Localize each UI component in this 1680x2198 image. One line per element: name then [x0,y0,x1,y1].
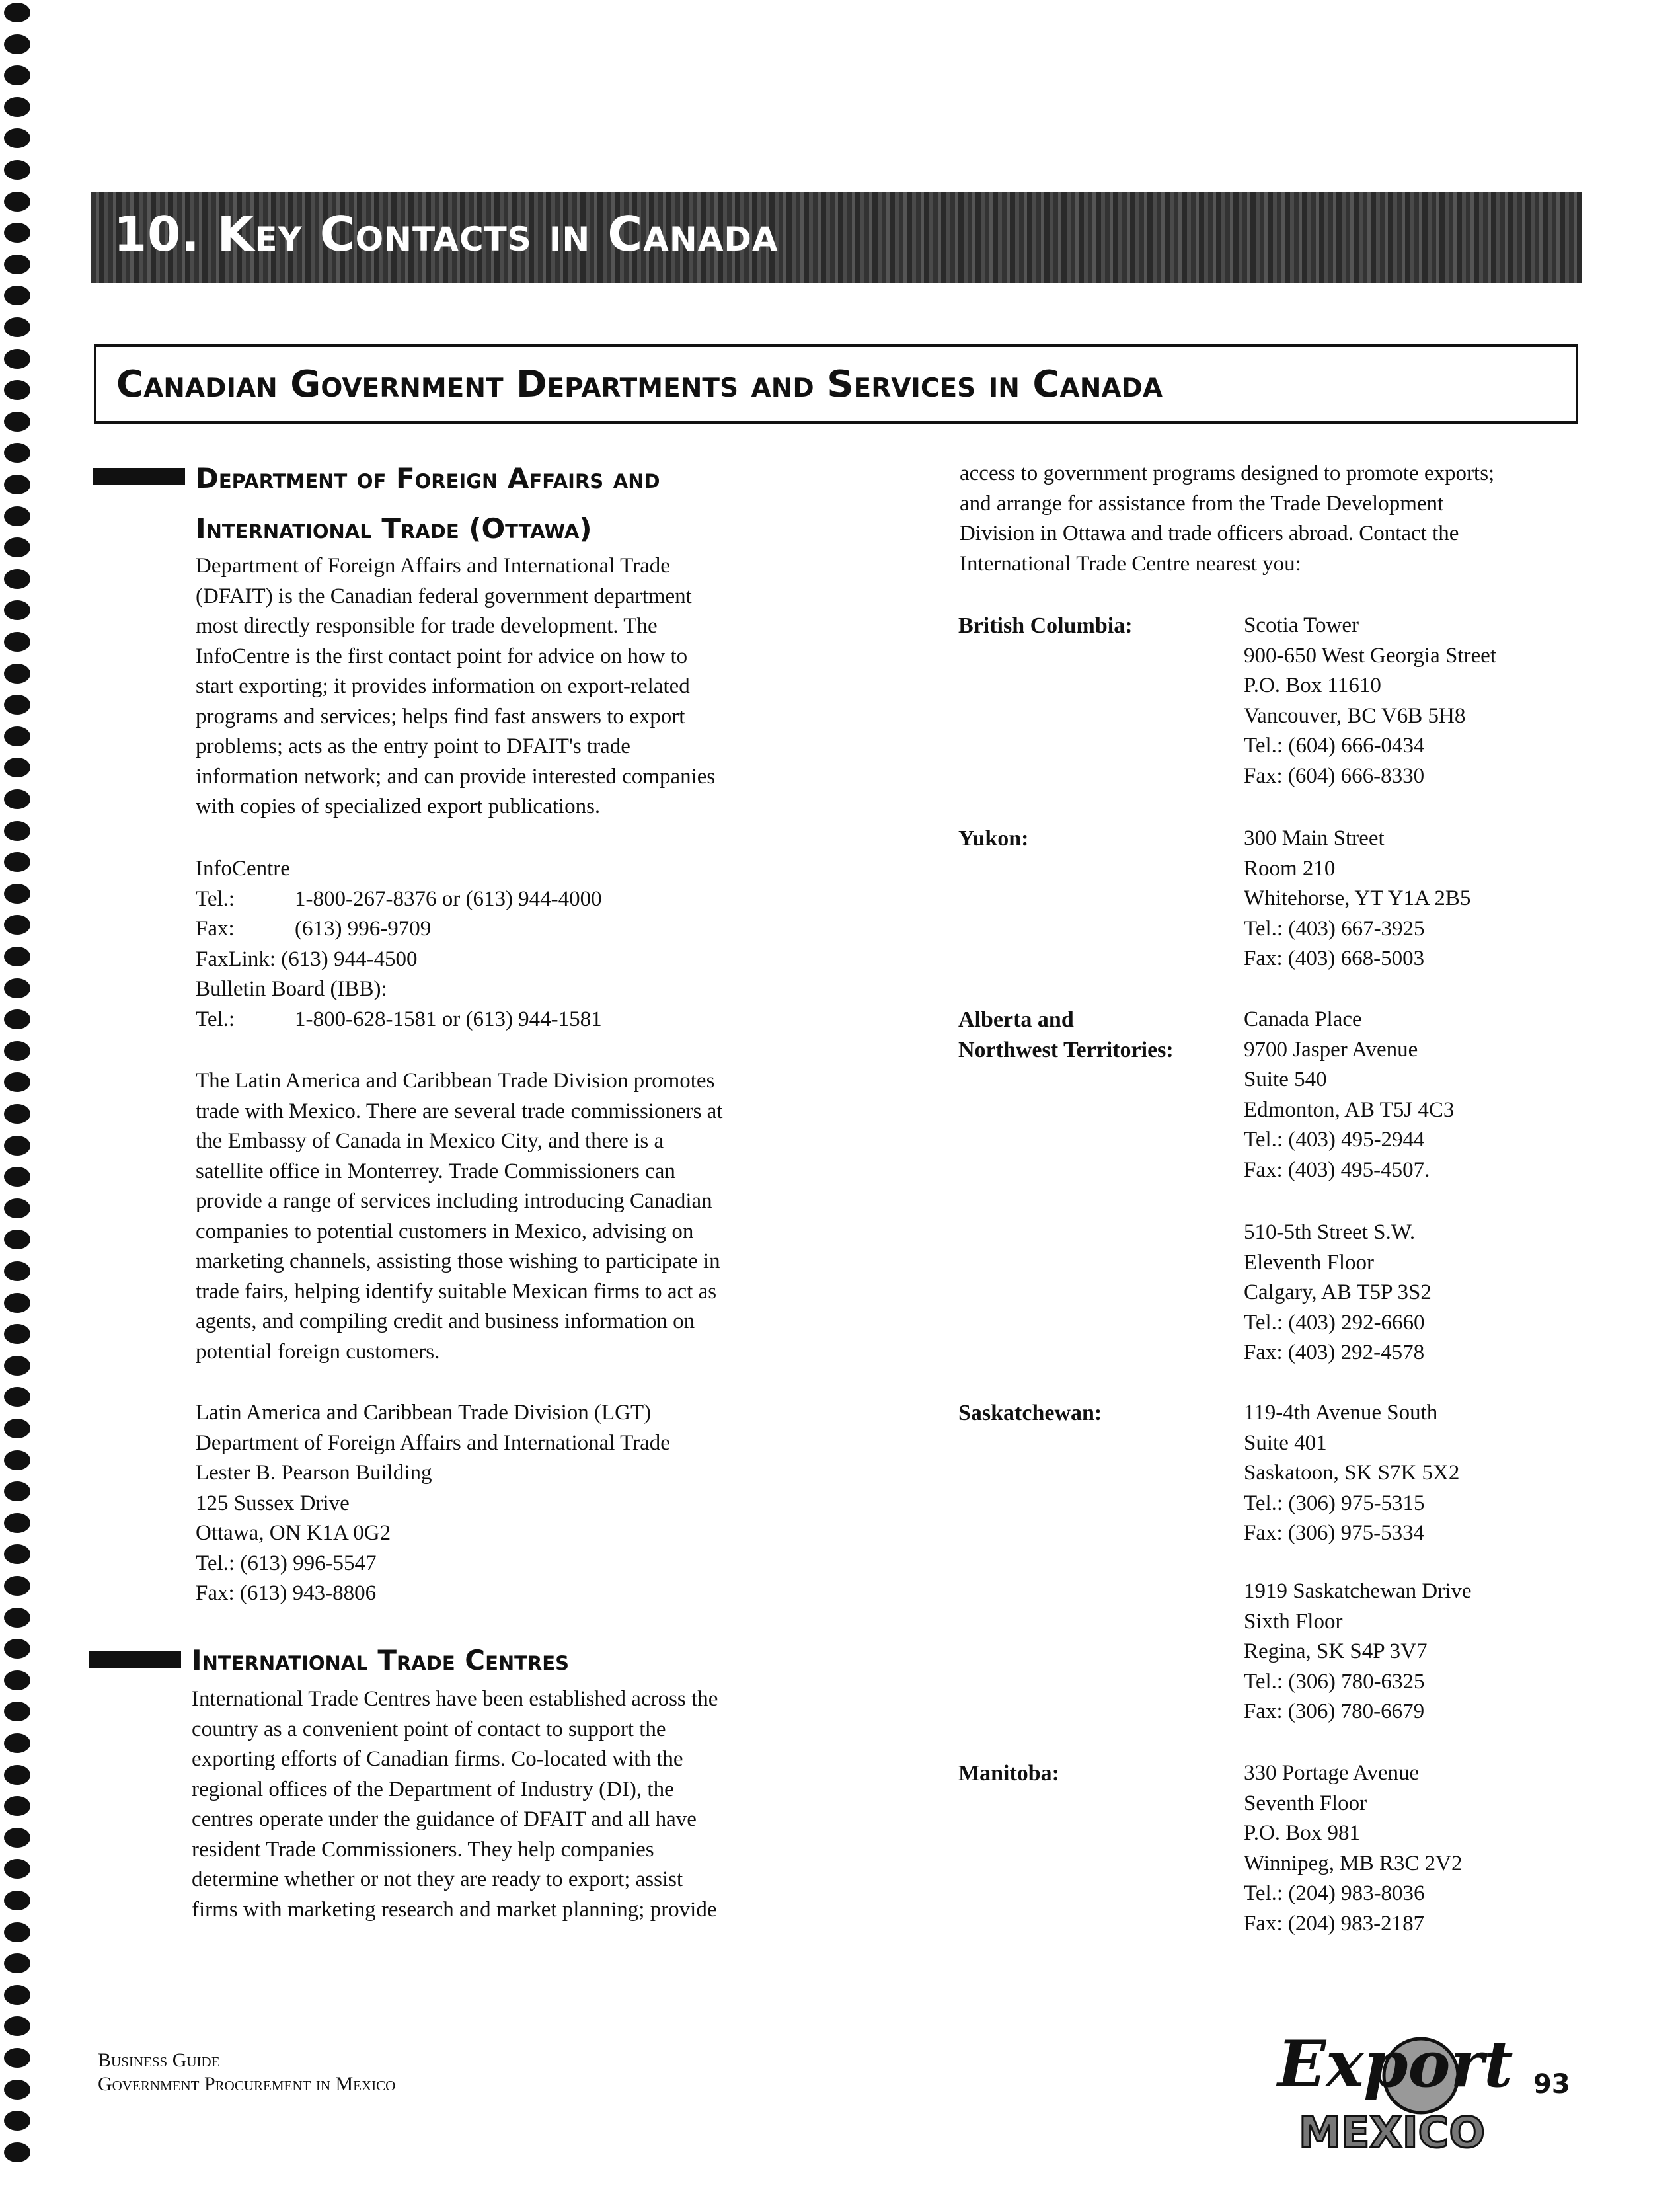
text-line: International Trade Centres have been established across the [192,1687,718,1711]
address-line: 1919 Saskatchewan Drive [1244,1579,1472,1603]
text-line: exporting efforts of Canadian firms. Co-located with the [192,1747,683,1771]
binding-hole [4,1230,30,1249]
text-line: agents, and compiling credit and business information on [196,1310,695,1333]
binding-hole [4,65,30,85]
binding-hole [4,537,30,557]
binding-hole [4,1293,30,1313]
binding-hole [4,632,30,652]
binding-hole [4,1796,30,1816]
text-line: firms with marketing research and market planning; provide [192,1897,717,1922]
binding-holes [0,0,40,2198]
text-line: trade fairs, helping identify suitable Mexican firms to act as [196,1279,717,1304]
section-title: Canadian Government Departments and Services in Canada [116,363,1163,406]
binding-hole [4,3,30,22]
infocentre-faxlink: FaxLink: (613) 944-4500 [196,947,418,971]
text-line: with copies of specialized export publications. [196,795,601,818]
text-line: centres operate under the guidance of DFAIT and all have [192,1807,697,1831]
text-line: The Latin America and Caribbean Trade Division promotes [196,1069,715,1093]
tel-value: 1-800-628-1581 or (613) 944-1581 [295,1007,602,1031]
binding-hole [4,947,30,966]
binding-hole [4,1009,30,1029]
heading-bar [93,468,185,485]
text-line: access to government programs designed to promote exports; [960,461,1495,485]
binding-hole [4,34,30,54]
address-line: P.O. Box 981 [1244,1821,1361,1845]
binding-hole [4,884,30,904]
address-line: Tel.: (613) 996-5547 [196,1551,377,1575]
binding-hole [4,2142,30,2162]
binding-hole [4,380,30,400]
binding-hole [4,1356,30,1376]
binding-hole [4,726,30,746]
tel-value: 1-800-267-8376 or (613) 944-4000 [295,886,602,911]
text-line: determine whether or not they are ready to export; assist [192,1867,683,1891]
binding-hole [4,1513,30,1533]
binding-hole [4,852,30,872]
binding-hole [4,192,30,212]
binding-hole [4,1136,30,1156]
infocentre-fax [196,914,817,945]
address-line: Scotia Tower [1244,613,1359,637]
binding-hole [4,664,30,684]
footer-guide-subtitle: Government Procurement in Mexico [98,2073,396,2095]
address-line: 330 Portage Avenue [1244,1761,1420,1785]
address-line: Suite 540 [1244,1068,1327,1091]
address-saskatoon [1244,1398,1459,1549]
lgt-paragraph [196,1066,817,1367]
binding-hole [4,1072,30,1092]
text-line: marketing channels, assisting those wishing to participate in [196,1249,720,1273]
binding-hole [4,569,30,589]
address-line: Eleventh Floor [1244,1250,1375,1275]
address-british-columbia [1244,611,1496,791]
binding-hole [4,412,30,432]
fax-value: (613) 996-9709 [295,917,432,941]
address-line: Winnipeg, MB R3C 2V2 [1244,1851,1463,1875]
address-calgary [1244,1218,1432,1368]
address-line: Lester B. Pearson Building [196,1461,432,1485]
binding-hole [4,1167,30,1187]
region-saskatchewan [958,1398,1102,1429]
address-line: 9700 Jasper Avenue [1244,1037,1418,1062]
binding-hole [4,1859,30,1879]
address-edmonton [1244,1005,1454,1185]
address-line: 119-4th Avenue South [1244,1401,1438,1425]
address-line: Tel.: (604) 666-0434 [1244,734,1425,758]
address-line: Edmonton, AB T5J 4C3 [1244,1097,1455,1122]
binding-hole [4,821,30,841]
binding-hole [4,1953,30,1973]
address-line: Ottawa, ON K1A 0G2 [196,1521,391,1545]
address-line: Fax: (604) 666-8330 [1244,764,1425,788]
region-label: Manitoba: [958,1761,1059,1786]
binding-hole [4,443,30,463]
binding-hole [4,475,30,494]
address-line: Fax: (403) 495-4507. [1244,1158,1430,1182]
binding-hole [4,789,30,809]
address-line: Canada Place [1244,1007,1362,1031]
binding-hole [4,600,30,620]
binding-hole [4,317,30,337]
region-british-columbia [958,611,1133,641]
text-line: satellite office in Monterrey. Trade Commissioners can [196,1159,675,1183]
dfait-heading-line2: International Trade (Ottawa) [196,512,592,545]
binding-hole [4,128,30,148]
binding-hole [4,97,30,117]
address-line: Sixth Floor [1244,1609,1343,1633]
region-label: British Columbia: [958,613,1133,638]
address-line: Saskatoon, SK S7K 5X2 [1244,1461,1460,1485]
binding-hole [4,1198,30,1218]
address-line: Fax: (306) 780-6679 [1244,1700,1425,1723]
text-line: potential foreign customers. [196,1339,440,1364]
address-line: Fax: (403) 292-4578 [1244,1341,1425,1364]
binding-hole [4,286,30,305]
binding-hole [4,1639,30,1659]
address-line: Tel.: (403) 292-6660 [1244,1310,1425,1335]
heading-bar [89,1651,181,1668]
fax-label: Fax: [196,917,235,941]
address-line: Vancouver, BC V6B 5H8 [1244,703,1466,728]
region-label: Northwest Territories: [958,1037,1174,1062]
section-title-box [94,344,1578,424]
tel-label: Tel.: [196,886,235,911]
binding-hole [4,978,30,998]
binding-hole [4,695,30,715]
binding-hole [4,1324,30,1344]
region-label: Saskatchewan: [958,1401,1102,1425]
text-line: information network; and can provide interested companies [196,764,716,789]
binding-hole [4,506,30,526]
address-line: 300 Main Street [1244,826,1385,850]
region-label: Yukon: [958,826,1029,851]
address-line: Fax: (613) 943-8806 [196,1581,377,1605]
binding-hole [4,2080,30,2100]
text-line: resident Trade Commissioners. They help companies [192,1837,654,1862]
address-yukon [1244,824,1470,974]
infocentre-name: InfoCentre [196,857,290,881]
text-line: International Trade Centre nearest you: [960,551,1301,576]
text-line: regional offices of the Department of Industry (DI), the [192,1777,674,1801]
address-line: P.O. Box 11610 [1244,674,1381,697]
export-mexico-logo [1272,2015,1513,2174]
binding-hole [4,1481,30,1501]
address-line: Latin America and Caribbean Trade Division (LGT) [196,1401,652,1425]
address-line: Fax: (204) 983-2187 [1244,1911,1425,1936]
address-winnipeg [1244,1758,1463,1939]
binding-hole [4,1891,30,1910]
text-line: companies to potential customers in Mexico, advising on [196,1219,694,1243]
footer-guide-title: Business Guide [98,2049,220,2071]
binding-hole [4,1041,30,1061]
itc-heading: International Trade Centres [192,1644,569,1676]
binding-hole [4,1608,30,1628]
binding-hole [4,1450,30,1470]
address-line: 900-650 West Georgia Street [1244,643,1496,668]
text-line: the Embassy of Canada in Mexico City, and there is a [196,1129,664,1153]
address-line: Suite 401 [1244,1431,1327,1455]
address-line: Tel.: (403) 667-3925 [1244,916,1425,941]
region-label: Alberta and [958,1007,1074,1032]
address-line: Whitehorse, YT Y1A 2B5 [1244,886,1471,910]
infocentre-contacts [196,854,817,1035]
text-line: (DFAIT) is the Canadian federal government department [196,584,692,608]
address-line: Tel.: (204) 983-8036 [1244,1881,1425,1905]
binding-hole [4,1828,30,1848]
address-line: 125 Sussex Drive [196,1491,350,1515]
text-line: start exporting; it provides information on export-related [196,674,690,698]
address-line: Fax: (306) 975-5334 [1244,1521,1425,1545]
svg-text:Export: Export [1278,2027,1513,2101]
binding-hole [4,1733,30,1753]
binding-hole [4,255,30,274]
address-line: Regina, SK S4P 3V7 [1244,1639,1428,1663]
infocentre-bulletin: Bulletin Board (IBB): [196,977,387,1001]
binding-hole [4,915,30,935]
text-line: provide a range of services including introducing Canadian [196,1189,712,1213]
binding-hole [4,349,30,369]
binding-hole [4,1419,30,1438]
binding-hole [4,1544,30,1564]
infocentre-tel [196,884,817,915]
dfait-intro [196,551,817,822]
tel-label: Tel.: [196,1007,235,1031]
chapter-title: 10. Key Contacts in Canada [114,206,779,262]
page-number: 93 [1533,2069,1570,2100]
region-yukon [958,824,1028,854]
text-line: Division in Ottawa and trade officers abroad. Contact the [960,522,1459,545]
region-alberta-nwt [958,1005,1174,1065]
address-line: Tel.: (306) 975-5315 [1244,1491,1425,1515]
address-line: 510-5th Street S.W. [1244,1220,1416,1244]
binding-hole [4,2111,30,2131]
address-line: Calgary, AB T5P 3S2 [1244,1280,1432,1304]
text-line: most directly responsible for trade development. The [196,614,658,638]
binding-hole [4,2016,30,2036]
text-line: and arrange for assistance from the Trade Development [960,491,1444,516]
address-line: Room 210 [1244,856,1336,881]
binding-hole [4,1387,30,1407]
address-line: Department of Foreign Affairs and International Trade [196,1431,670,1455]
binding-hole [4,1670,30,1690]
text-line: programs and services; helps find fast answers to export [196,704,685,728]
address-line: Seventh Floor [1244,1791,1367,1815]
binding-hole [4,223,30,243]
region-manitoba [958,1758,1059,1789]
binding-hole [4,160,30,180]
address-line: Fax: (403) 668-5003 [1244,947,1425,970]
itc-continued [960,459,1587,579]
binding-hole [4,1765,30,1785]
text-line: InfoCentre is the first contact point for advice on how to [196,644,688,668]
binding-hole [4,1922,30,1942]
text-line: country as a convenient point of contact to support the [192,1717,666,1741]
svg-text:MEXICO: MEXICO [1299,2109,1485,2158]
lgt-address [196,1398,817,1609]
dfait-heading-line1: Department of Foreign Affairs and [196,462,660,494]
text-line: problems; acts as the entry point to DFAIT's trade [196,734,630,758]
binding-hole [4,1261,30,1281]
binding-hole [4,1104,30,1124]
address-line: Tel.: (306) 780-6325 [1244,1669,1425,1694]
address-line: Tel.: (403) 495-2944 [1244,1128,1425,1152]
binding-hole [4,1702,30,1721]
binding-hole [4,1576,30,1596]
binding-hole [4,758,30,777]
binding-hole [4,1985,30,2005]
bulletin-tel [196,1005,817,1035]
address-regina [1244,1577,1472,1727]
text-line: trade with Mexico. There are several trade commissioners at [196,1099,723,1123]
text-line: Department of Foreign Affairs and International Trade [196,554,670,578]
binding-hole [4,2048,30,2068]
itc-paragraph [192,1684,813,1925]
